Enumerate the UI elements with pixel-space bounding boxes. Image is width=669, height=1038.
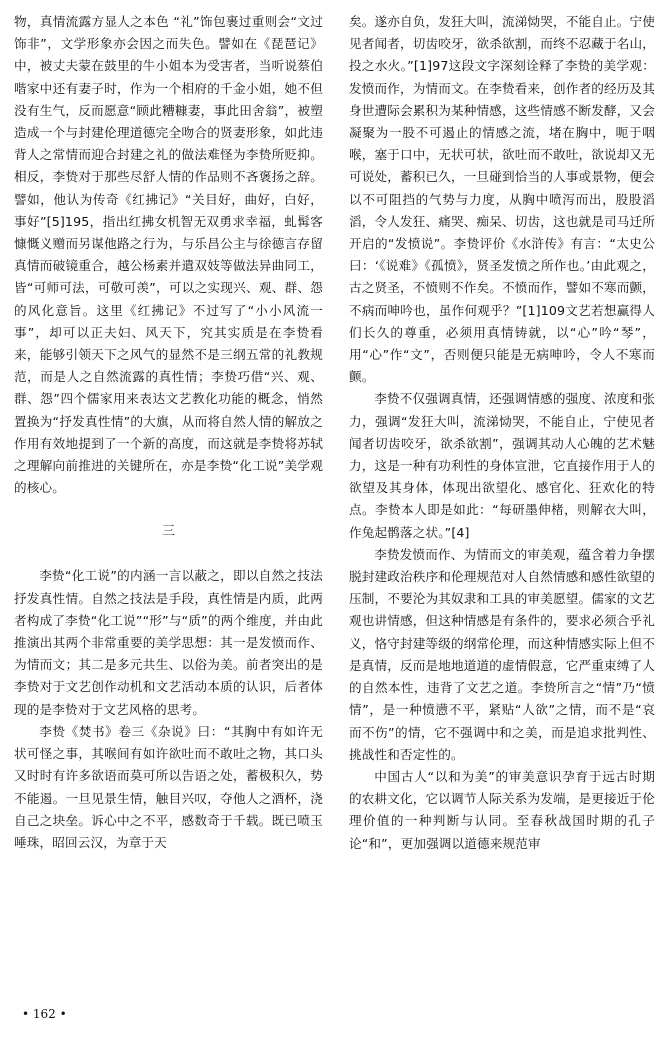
- body-paragraph: 中国古人“以和为美”的审美意识孕育于远古时期的农耕文化，它以调节人际关系为发端，是更接近于伦理价值的一种判断与认同。至春秋战国时期的孔子论“和”，更加强调以道德来规范审: [349, 768, 655, 851]
- left-column: [14, 11, 323, 854]
- section-number: 三: [161, 524, 175, 540]
- page-number: • 162 •: [22, 1007, 67, 1021]
- body-paragraph: 物，真情流露方显人之本色 “礼”饰包裹过重则会“文过饰非”，文学形象亦会因之而失色。譬如在《琵琶记》中，被丈夫蒙在鼓里的牛小姐本为受害者，当听说蔡伯喈家中还有妻子时，作为一个相府的千金小姐，她不但没有生气，反而愿意“顾此糟糠妻，事此田舍翁”，被塑造成一个与封建伦理道德完全吻合的贤妻形象，如此违背人之常情而迎合封建之礼的做法难怪为李贽所贬抑。相反，李贽对于那些尽舒人情的作品则不吝褒扬之辞。譬如，他认为传奇《红拂记》“关目好，曲好，白好，事好”[5]195，指出红拂女机智无双勇求幸福，虬髯客慷慨义赠而另谋他路之行为，与乐昌公主与徐德言存留真情而破镜重合，越公杨素并遣双妓等做法异曲同工，皆“可师可法，可敬可羡”，可以之实现兴、观、群、怨的风化意旨。这里《红拂记》不过写了“小小风流一事”，却可以正夫妇、风天下，究其实质是在李贽看来，能够引领天下之风气的显然不是三纲五常的礼教规范，而是人之自然流露的真性情；李贽巧借“兴、观、群、怨”四个儒家用来表达文艺教化功能的概念，悄然置换为“抒发真性情”的大旗，从而将自然人情的解放之作用有效地提到了一个新的高度，而这就是李贽将苏轼之理解向前推进的关键所在，亦是李贽“化工说”美学观的核心。: [14, 14, 323, 496]
- body-paragraph: 李贽“化工说”的内涵一言以蔽之，即以自然之技法抒发真性情。自然之技法是手段，真性情是内质，此两者构成了李贽“化工说”“形”与“质”的两个维度，并由此推演出其两个非常重要的美学思想：其一是发愤而作、为情而文；其二是多元共生、以俗为美。前者突出的是李贽对于文艺创作动机和文艺活动本质的认识，后者体现的是李贽对于文艺风格的思考。: [14, 568, 323, 717]
- body-paragraph: 矣。遂亦自负，发狂大叫，流涕恸哭，不能自止。宁使见者闻者，切齿咬牙，欲杀欲割，而终不忍藏于名山，投之水火。”[1]97这段文字深刻诠释了李贽的美学观：发愤而作，为情而文。在李贽看来，创作者的经历及其身世遭际会累积为某种情感，这些情感不断发酵，又会凝聚为一股不可遏止的情感之流，堵在胸中，呃于咽喉，塞于口中，无状可状，欲吐而不敢吐，欲说却又无可说处，蓄积已久，一旦碰到恰当的人事或景物，便会以不可阻挡的气势与力度，从胸中喷泻而出，股股滔滔，令人发狂、痛哭、痴呆、切齿，这也就是司马迁所开启的“发愤说”。李贽评价《水浒传》有言：“太史公曰：‘《说难》《孤愤》，贤圣发愤之所作也。’由此观之，古之贤圣，不愤则不作矣。不愤而作，譬如不寒而颤，不病而呻吟也，虽作何观乎？”[1]109文艺若想赢得人们长久的尊重，必须用真情铸就，以“心”吟“琴”，用“心”作“文”，否则便只能是无病呻吟，令人不寒而颤。: [349, 14, 655, 385]
- right-column: [349, 11, 655, 855]
- body-paragraph: 李贽《焚书》卷三《杂说》曰：“其胸中有如许无状可怪之事，其喉间有如许欲吐而不敢吐之物，其口头又时时有许多欲语而莫可所以告语之处，蓄极积久，势不能遏。一旦见景生情，触目兴叹，夺他人之酒杯，浇自己之块垒。诉心中之不平，感数奇于千载。既已喷玉唾珠，昭回云汉，为章于天: [14, 723, 323, 850]
- body-paragraph: 李贽发愤而作、为情而文的审美观，蕴含着力争摆脱封建政治秩序和伦理规范对人自然情感和感性欲望的压制，不要沦为其奴隶和工具的审美愿望。儒家的文艺观也讲情感，但这种情感是有条件的，要求必须合乎礼义，恪守封建等级的纲常伦理，而这种情感实际上但不是真情，反而是地地道道的虚情假意，它严重束缚了人的自然本性，违背了文艺之道。李贽所言之“情”乃“愤情”，是一种愤懑不平，紧贴“人欲”之情，而不是“哀而不伤”的情，它不强调中和之美，而是追求批判性、挑战性和否定性的。: [349, 546, 655, 762]
- body-paragraph: 李贽不仅强调真情，还强调情感的强度、浓度和张力，强调“发狂大叫，流涕恸哭，不能自止，宁使见者闻者切齿咬牙，欲杀欲割”，强调其动人心魄的艺术魅力，这是一种有功利性的身体宣泄，它直接作用于人的欲望及其身体，体现出欲望化、感官化、狂欢化的特点。李贽本人即是如此：“每研墨伸楮，则解衣大叫，作兔起鹘落之状。”[4]: [349, 391, 655, 540]
